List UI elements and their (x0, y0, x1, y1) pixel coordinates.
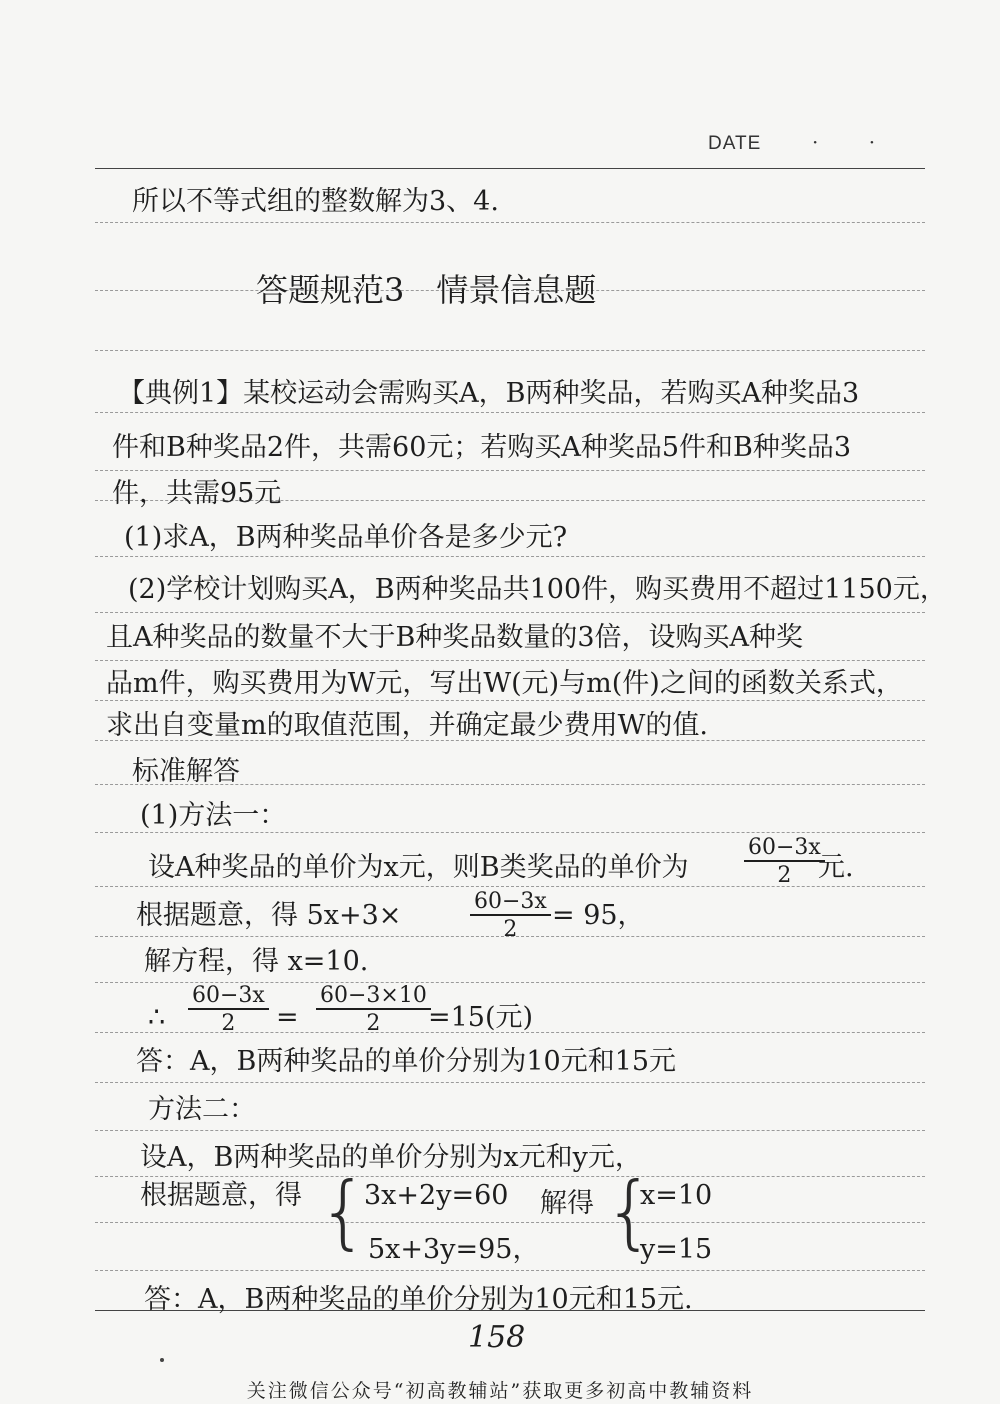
fraction (470, 890, 551, 942)
footer-note: 关注微信公众号“初高教辅站”获取更多初高中教辅资料 (246, 1380, 754, 1402)
ruled-line (95, 412, 925, 413)
problem-line: 件和B种奖品2件，共需60元；若购买A种奖品5件和B种奖品3 (112, 432, 852, 463)
fraction (316, 984, 431, 1036)
solution-line: 设A种奖品的单价为x元，则B类奖品的单价为 (148, 852, 689, 883)
solution-line: 根据题意，得 5x+3× (136, 900, 402, 931)
answer-line: 答：A，B两种奖品的单价分别为10元和15元. (144, 1284, 693, 1315)
fraction (188, 984, 269, 1036)
solution-line: 元. (818, 852, 854, 883)
problem-line: 【典例1】某校运动会需购买A，B两种奖品，若购买A种奖品3 (118, 378, 860, 409)
ruled-line (95, 1130, 925, 1131)
ruled-line (95, 350, 925, 351)
question-2-line: (2)学校计划购买A，B两种奖品共100件，购买费用不超过1150元， (128, 574, 947, 605)
question-2-line: 品m件，购买费用为W元，写出W(元)与m(件)之间的函数关系式， (106, 668, 903, 699)
equals-sign: = (276, 1002, 299, 1033)
text-line: 所以不等式组的整数解为3、4. (132, 186, 499, 217)
ruled-line (95, 612, 925, 613)
fraction-denominator: 2 (503, 917, 518, 942)
fraction-denominator: 2 (777, 863, 792, 888)
section-title: 答题规范3 情景信息题 (256, 271, 597, 309)
ruled-line (95, 1176, 925, 1177)
solution-line: 解得 (540, 1188, 594, 1219)
fraction-numerator: 60−3x (188, 984, 269, 1010)
solution-line: 解方程，得 x=10. (144, 946, 369, 977)
fraction-denominator: 2 (221, 1011, 236, 1036)
fraction-numerator: 60−3x (470, 890, 551, 916)
date-label: DATE (708, 133, 762, 154)
ruled-line (95, 556, 925, 557)
fraction (744, 836, 825, 888)
page-number: 158 (468, 1320, 526, 1355)
ink-dot (160, 1358, 164, 1362)
equation: x=10 (640, 1180, 713, 1211)
ruled-line (95, 222, 925, 223)
problem-line: 件，共需95元 (112, 478, 282, 509)
solution-line: = 95， (552, 900, 645, 931)
equation: y=15 (640, 1234, 713, 1265)
question-1: (1)求A，B两种奖品单价各是多少元? (124, 522, 568, 553)
ruled-line (95, 1222, 925, 1223)
fraction-numerator: 60−3×10 (316, 984, 431, 1010)
method-1-heading: (1)方法一： (140, 800, 287, 831)
ruled-line (95, 1082, 925, 1083)
date-dots: · · (812, 130, 898, 154)
standard-answer-heading: 标准解答 (132, 756, 240, 787)
ruled-line (95, 1270, 925, 1271)
question-2-line: 且A种奖品的数量不大于B种奖品数量的3倍，设购买A种奖 (106, 622, 804, 653)
equation: 5x+3y=95， (368, 1234, 540, 1265)
fraction-numerator: 60−3x (744, 836, 825, 862)
fraction-denominator: 2 (366, 1011, 381, 1036)
therefore-symbol: ∴ (148, 1002, 166, 1033)
solution-line: 设A，B两种奖品的单价分别为x元和y元， (140, 1142, 642, 1173)
solution-line: =15(元) (428, 1002, 534, 1033)
left-brace: { (604, 1165, 655, 1258)
question-2-line: 求出自变量m的取值范围，并确定最少费用W的值. (106, 710, 708, 741)
ruled-line (95, 660, 925, 661)
top-rule (95, 168, 925, 169)
left-brace: { (318, 1165, 369, 1258)
answer-line: 答：A，B两种奖品的单价分别为10元和15元 (136, 1046, 677, 1077)
method-2-heading: 方法二： (148, 1094, 256, 1125)
equation: 3x+2y=60 (364, 1180, 509, 1211)
ruled-line (95, 832, 925, 833)
ruled-line (95, 700, 925, 701)
solution-line: 根据题意，得 (140, 1180, 302, 1211)
ruled-line (95, 470, 925, 471)
